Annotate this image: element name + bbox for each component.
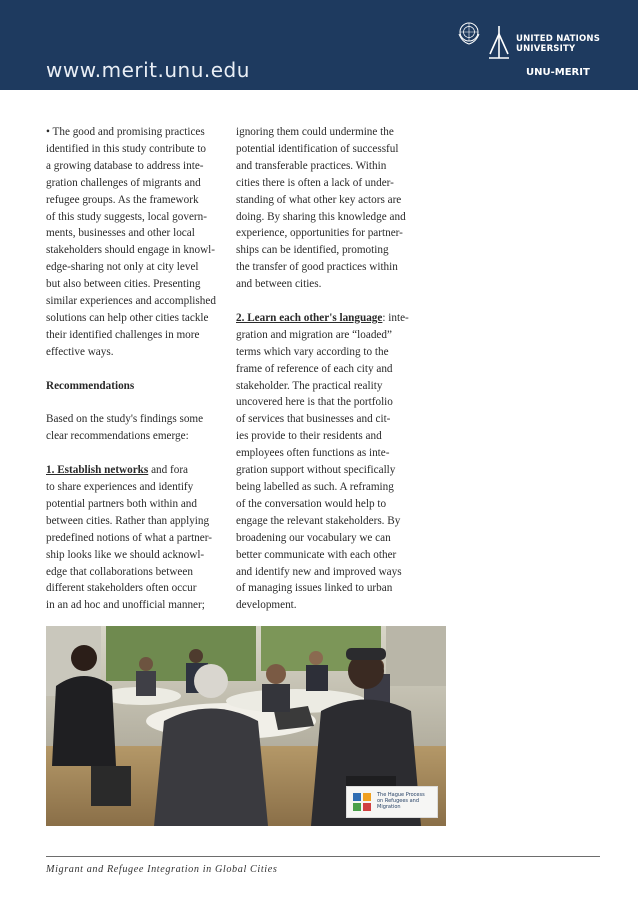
- unu-merit-logo: [458, 20, 608, 84]
- unu-merit-label: UNU-MERIT: [526, 67, 590, 78]
- recommendations-intro: Based on the study's findings some clear recommendations emerge:: [46, 413, 204, 443]
- meeting-photo: [46, 626, 446, 826]
- site-url[interactable]: www.merit.unu.edu: [46, 58, 250, 82]
- recommendation-1: 1. Establish networks and fora to share experiences and identify potential partners both within and between cities. Rather than applying predefined notions of what a partner- ship looks like we should acknowl- edge that collaborations between different stakeholders often occur in an ad hoc and unofficial manner;: [46, 464, 212, 612]
- hague-process-text: The Hague Process on Refugees and Migration: [377, 792, 425, 811]
- continuation-paragraph: ignoring them could undermine the potential identification of successful and transferable practices. Within cities there is often a lack of under- standing of what other key actors are doing. By sharing this knowledge and experience, opportunities for partner- ships can be identified, promoting the transfer of good practices within and between cities.: [236, 126, 406, 291]
- hague-process-logo-icon: [352, 792, 372, 812]
- recommendations-heading: Recommendations: [46, 379, 135, 392]
- recommendation-2-title: 2. Learn each other's language: [236, 311, 383, 324]
- right-text-column: [236, 124, 424, 614]
- footer-title: Migrant and Refugee Integration in Global Cities: [46, 864, 278, 875]
- recommendation-1-title: 1. Establish networks: [46, 464, 149, 477]
- recommendation-2: 2. Learn each other's language: inte- gration and migration are “loaded” terms which vary according to the frame of reference of each city and stakeholder. The practical reality uncovered here is that the portfolio of services that businesses and cit- ies provide to their residents and employees often functions as inte- gration support without specifically being labelled as such. A reframing of the conversation would help to engage the relevant stakeholders. By broadening our vocabulary we can better communicate with each other and identify new and improved ways of managing issues linked to urban development.: [236, 311, 409, 612]
- footer-divider: [46, 856, 600, 857]
- unu-symbol-icon: [488, 24, 510, 60]
- page-header: [0, 0, 638, 90]
- intro-paragraph: • The good and promising practices identified in this study contribute to a growing database to address inte- gration challenges of migrants and refugee groups. As the framework of this study suggests, local govern- ments, businesses and other local stakeholders should engage in knowl- edge-sharing not only at city level but also between cities. Presenting similar experiences and accomplished solutions can help other cities tackle their identified challenges in more effective ways.: [46, 126, 216, 358]
- un-university-name: UNITED NATIONS UNIVERSITY: [516, 34, 601, 54]
- un-emblem-icon: [456, 20, 482, 46]
- left-text-column: [46, 124, 234, 614]
- hague-process-badge: [346, 786, 438, 818]
